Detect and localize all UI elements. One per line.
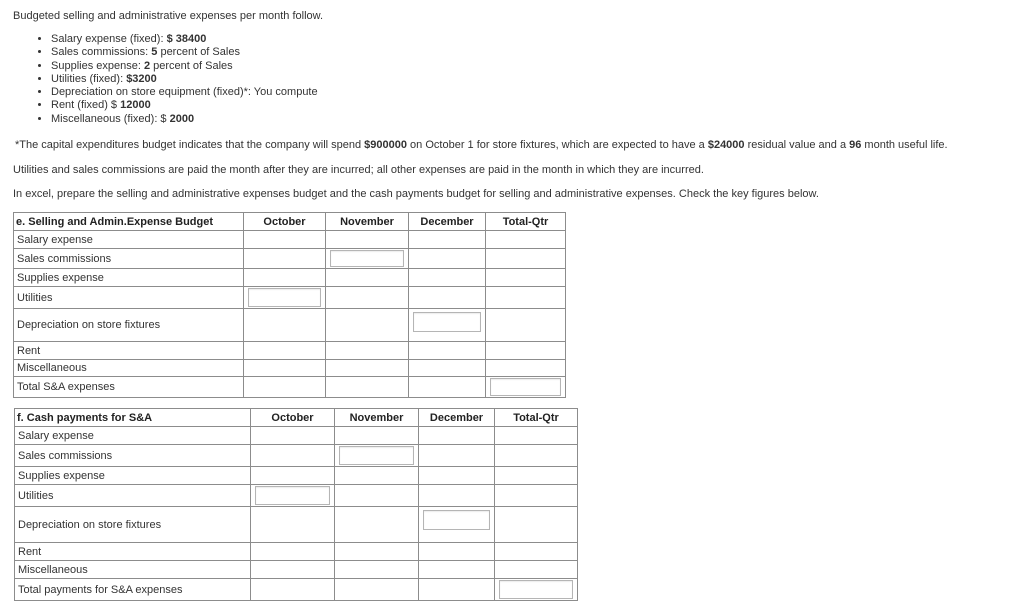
answer-input-utilities-october[interactable]	[248, 288, 321, 307]
row-label: Utilities	[14, 287, 244, 309]
row-label: Sales commissions	[14, 249, 244, 269]
capital-expenditure-note: *The capital expenditures budget indicates that the company will spend $900000 on October 1 for store fixtures, which are expected to have a $24000 residual value and a 96 month useful life.	[15, 139, 948, 151]
row-label: Miscellaneous	[14, 360, 244, 377]
answer-input-depreciation-december[interactable]	[423, 510, 490, 530]
answer-input-depreciation-december[interactable]	[413, 312, 481, 332]
expense-list	[37, 33, 318, 126]
column-header-december: December	[419, 409, 495, 427]
list-item: • Rent (fixed) $ 12000	[51, 99, 318, 112]
list-item: • Miscellaneous (fixed): $ 2000	[51, 113, 318, 126]
row-label: Supplies expense	[15, 467, 251, 485]
list-item: • Sales commissions: 5 percent of Sales	[51, 46, 318, 59]
intro-text: Budgeted selling and administrative expenses per month follow.	[13, 10, 324, 22]
column-header-total-qtr: Total-Qtr	[486, 213, 566, 231]
list-item: • Salary expense (fixed): $ 38400	[51, 33, 318, 46]
row-label: Miscellaneous	[15, 561, 251, 579]
row-label: Supplies expense	[14, 269, 244, 287]
cash-payments-sa-table	[14, 408, 578, 601]
row-label: Total payments for S&A expenses	[15, 579, 251, 601]
answer-input-utilities-october[interactable]	[255, 486, 330, 505]
column-header-october: October	[244, 213, 326, 231]
answer-input-total-sa-expenses-total-qtr[interactable]	[490, 378, 561, 396]
list-item: • Depreciation on store equipment (fixed)*: You compute	[51, 86, 318, 99]
answer-input-total-payments-total-qtr[interactable]	[499, 580, 573, 599]
column-header-december: December	[409, 213, 486, 231]
row-label: Total S&A expenses	[14, 377, 244, 398]
table-title: e. Selling and Admin.Expense Budget	[14, 213, 244, 231]
row-label: Salary expense	[14, 231, 244, 249]
table-title: f. Cash payments for S&A	[15, 409, 251, 427]
payment-timing-note: Utilities and sales commissions are paid the month after they are incurred; all other expenses are paid in the month in which they are incurred.	[13, 164, 704, 176]
column-header-october: October	[251, 409, 335, 427]
instructions-text: In excel, prepare the selling and administrative expenses budget and the cash payments budget for selling and administrative expenses. Check the key figures below.	[13, 188, 819, 200]
list-item: • Supplies expense: 2 percent of Sales	[51, 60, 318, 73]
answer-input-sales-commissions-november[interactable]	[330, 250, 404, 267]
column-header-november: November	[335, 409, 419, 427]
column-header-november: November	[326, 213, 409, 231]
row-label: Depreciation on store fixtures	[14, 309, 244, 342]
answer-input-sales-commissions-november[interactable]	[339, 446, 414, 465]
row-label: Utilities	[15, 485, 251, 507]
row-label: Rent	[15, 543, 251, 561]
column-header-total-qtr: Total-Qtr	[495, 409, 578, 427]
row-label: Rent	[14, 342, 244, 360]
row-label: Salary expense	[15, 427, 251, 445]
list-item: • Utilities (fixed): $3200	[51, 73, 318, 86]
row-label: Depreciation on store fixtures	[15, 507, 251, 543]
row-label: Sales commissions	[15, 445, 251, 467]
sa-expense-budget-table	[13, 212, 566, 398]
